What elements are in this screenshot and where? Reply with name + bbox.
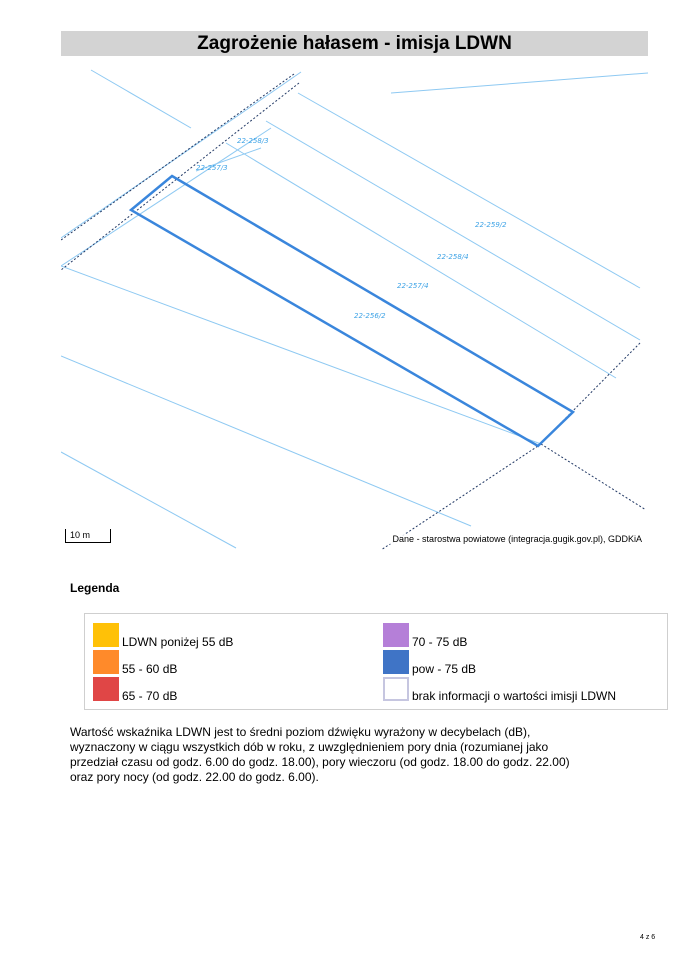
road-edge xyxy=(61,128,271,266)
description-line: przedział czasu od godz. 6.00 do godz. 18.00), pory wieczoru (od godz. 18.00 do godz. 22.00) xyxy=(70,755,570,769)
legend-label: brak informacji o wartości imisji LDWN xyxy=(412,689,617,703)
legend-swatch xyxy=(383,623,409,647)
parcel-label: 22-256/2 xyxy=(354,312,386,320)
page-number: 4 z 6 xyxy=(640,934,656,941)
parcel-boundary xyxy=(298,93,640,288)
selected-parcel-outline[interactable] xyxy=(131,176,573,446)
parcel-boundary xyxy=(226,143,616,378)
page-title: Zagrożenie hałasem - imisja LDWN xyxy=(61,31,648,56)
map-scale-bar xyxy=(65,529,111,543)
parcel-boundary xyxy=(61,266,541,444)
legend-heading: Legenda xyxy=(70,581,120,595)
map-canvas[interactable] xyxy=(61,68,648,550)
road-edge xyxy=(541,444,646,510)
legend-label: LDWN poniżej 55 dB xyxy=(122,635,234,649)
legend-label: 70 - 75 dB xyxy=(412,635,468,649)
map-view[interactable] xyxy=(61,68,648,550)
parcel-boundary xyxy=(61,356,471,526)
description-line: oraz pory nocy (od godz. 22.00 do godz. 6.00). xyxy=(70,770,319,784)
legend-swatch xyxy=(383,677,409,701)
scale-bar-label: 10 m xyxy=(70,530,91,540)
parcel-label: 22-257/3 xyxy=(196,164,228,172)
parcel-boundaries xyxy=(61,70,648,548)
description-line: Wartość wskaźnika LDWN jest to średni poziom dźwięku wyrażony w decybelach (dB), xyxy=(70,725,531,739)
description-paragraph xyxy=(70,725,630,785)
map-attribution: Dane - starostwa powiatowe (integracja.gugik.gov.pl), GDDKiA xyxy=(366,534,642,544)
legend-swatch xyxy=(383,650,409,674)
parcel-label: 22-259/2 xyxy=(475,221,507,229)
legend-label: 55 - 60 dB xyxy=(122,662,178,676)
description-line: wyznaczony w ciągu wszystkich dób w roku, z uwzględnieniem pory dnia (rozumianej jako xyxy=(70,740,549,754)
parcel-label: 22-257/4 xyxy=(397,282,429,290)
legend-swatch xyxy=(93,677,119,701)
parcel-label: 22-258/3 xyxy=(237,137,269,145)
legend-label: 65 - 70 dB xyxy=(122,689,178,703)
parcel-boundary xyxy=(391,73,648,93)
road-edge xyxy=(61,72,301,238)
parcel-boundary xyxy=(91,70,191,128)
parcel-boundary xyxy=(266,121,640,340)
parcel-label: 22-258/4 xyxy=(437,253,469,261)
legend-swatch xyxy=(93,623,119,647)
legend-label: pow - 75 dB xyxy=(412,662,477,676)
road-edge xyxy=(61,83,299,270)
legend-box xyxy=(84,613,668,710)
legend-swatch xyxy=(93,650,119,674)
